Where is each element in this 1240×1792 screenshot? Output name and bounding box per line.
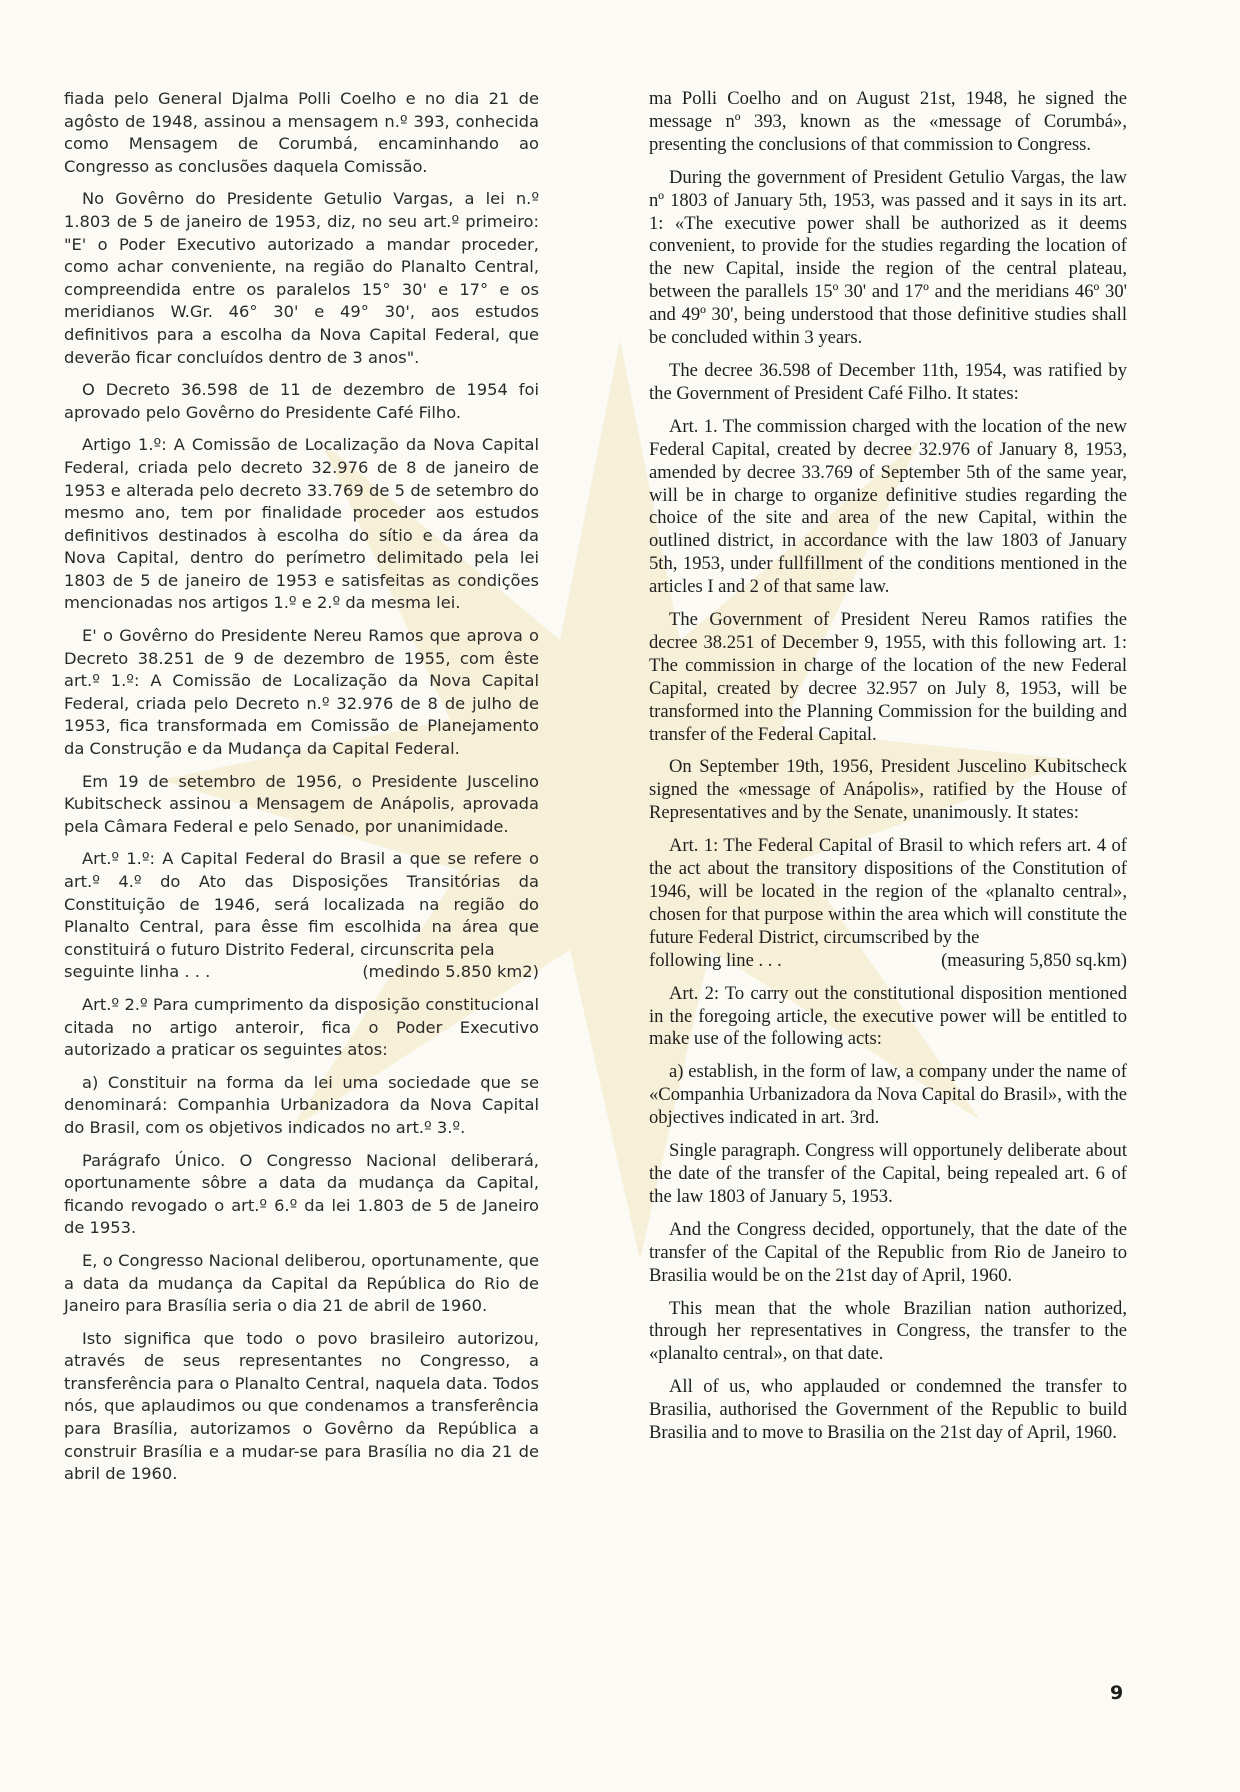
pt-paragraph-7: Art.º 1.º: A Capital Federal do Brasil a que se refere o art.º 4.º do Ato das Disposições Transitórias da Constituição de 1946, será localizada na região do Planalto Central, para êsse fim escolhida na área que constituirá o futuro Distrito Federal, circunscrita pela: [64, 849, 539, 959]
en-paragraph-3: The decree 36.598 of December 11th, 1954, was ratified by the Government of President Café Filho. It states:: [649, 359, 1127, 404]
en-paragraph-11: And the Congress decided, opportunely, that the date of the transfer of the Capital of the Republic from Rio de Janeiro to Brasilia would be on the 21st day of April, 1960.: [649, 1218, 1127, 1286]
en-paragraph-10: Single paragraph. Congress will opportunely deliberate about the date of the transfer of the Capital, being repealed art. 6 of the law 1803 of January 5, 1953.: [649, 1140, 1127, 1207]
en-paragraph-4: Art. 1. The commission charged with the location of the new Federal Capital, created by decree 32.976 of January 8, 1953, amended by decree 33.769 of September 5th of the same year, will be in charge to organize definitive studies regarding the choice of the site and area of the new Capital, within the outlined district, in accordance with the law 1803 of January 5th, 1953, under fullfillment of the conditions mentioned in the articles I and 2 of that same law.: [649, 415, 1127, 598]
pt-paragraph-8: Art.º 2.º Para cumprimento da disposição constitucional citada no artigo anteroir, fica o Poder Executivo autorizado a praticar os seguintes atos:: [64, 994, 539, 1060]
pt-paragraph-12: Isto significa que todo o povo brasileiro autorizou, através de seus representantes no Congresso, a transferência para o Planalto Central, naquela data. Todos nós, que aplaudimos ou que condenamos a transferência para Brasília, autorizamos o Govêrno da República a construir Brasília e a mudar-se para Brasília no dia 21 de abril de 1960.: [64, 1328, 539, 1484]
pt-paragraph-2: No Govêrno do Presidente Getulio Vargas, a lei n.º 1.803 de 5 de janeiro de 1953, diz, no seu art.º primeiro: "E' o Poder Executivo autorizado a mandar proceder, como achar conveniente, na região do Planalto Central, compreendida entre os paralelos 15° 30' e 17° e os meridianos W.Gr. 46° 30' e 49° 30', aos estudos definitivos para a escolha da Nova Capital Federal, que deverão ficar concluídos dentro de 3 anos".: [64, 189, 539, 367]
pt-paragraph-3: O Decreto 36.598 de 11 de dezembro de 1954 foi aprovado pelo Govêrno do Presidente Café Filho.: [64, 380, 539, 422]
pt-paragraph-7-end: [64, 961, 539, 984]
en-paragraph-13: All of us, who applauded or condemned the transfer to Brasilia, authorised the Government of the Republic to build Brasilia and to move to Brasilia on the 21st day of April, 1960.: [649, 1376, 1127, 1444]
english-column: [649, 88, 1127, 1455]
pt-area-measure: (medindo 5.850 km2): [362, 962, 539, 982]
en-paragraph-8: Art. 2: To carry out the constitutional disposition mentioned in the foregoing article, the executive power will be entitled to make use of the following acts:: [649, 982, 1127, 1050]
pt-paragraph-1: fiada pelo General Djalma Polli Coelho e no dia 21 de agôsto de 1948, assinou a mensagem n.º 393, conhecida como Mensagem de Corumbá, encaminhando ao Congresso as conclusões daquela Comissão.: [64, 89, 539, 176]
en-paragraph-1: ma Polli Coelho and on August 21st, 1948, he signed the message nº 393, known as the «message of Corumbá», presenting the conclusions of that commission to Congress.: [649, 88, 1127, 155]
pt-paragraph-6: Em 19 de setembro de 1956, o Presidente Juscelino Kubitscheck assinou a Mensagem de Anápolis, aprovada pela Câmara Federal e pelo Senado, por unanimidade.: [64, 771, 539, 836]
portuguese-column: [64, 88, 539, 1496]
en-paragraph-9: a) establish, in the form of law, a company under the name of «Companhia Urbanizadora da Nova Capital do Brasil», with the objectives indicated in art. 3rd.: [649, 1061, 1127, 1129]
en-paragraph-2: During the government of President Getulio Vargas, the law nº 1803 of January 5th, 1953, was passed and it says in its art. 1: «The executive power shall be authorized as it deems convenient, to provide for the studies regarding the location of the new Capital, inside the region of the central plateau, between the parallels 15º 30' and 17º and the meridians 46º 30' and 49º 30', being understood that those definitive studies shall be concluded within 3 years.: [649, 166, 1127, 349]
en-area-measure: (measuring 5,850 sq.km): [941, 949, 1127, 971]
en-paragraph-7: Art. 1: The Federal Capital of Brasil to which refers art. 4 of the act about the transitory dispositions of the Constitution of 1946, will be located in the region of the «planalto central», chosen for that purpose within the area which will constitute the future Federal District, circumscribed by the: [649, 835, 1127, 948]
pt-paragraph-10: Parágrafo Único. O Congresso Nacional deliberará, oportunamente sôbre a data da mudança da Capital, ficando revogado o art.º 6.º da lei 1.803 de 5 de Janeiro de 1953.: [64, 1150, 539, 1238]
page-number: 9: [1110, 1682, 1124, 1704]
pt-paragraph-11: E, o Congresso Nacional deliberou, oportunamente, que a data da mudança da Capital da República do Rio de Janeiro para Brasília seria o dia 21 de abril de 1960.: [64, 1250, 539, 1316]
en-boundary-line-text: following line . . .: [649, 949, 782, 971]
en-paragraph-6: On September 19th, 1956, President Juscelino Kubitscheck signed the «message of Anápolis», ratified by the House of Representatives and by the Senate, unanimously. It states:: [649, 756, 1127, 824]
pt-boundary-line-text: seguinte linha . . .: [64, 962, 211, 982]
en-paragraph-5: The Government of President Nereu Ramos ratifies the decree 38.251 of December 9, 1955, with this following art. 1: The commission in charge of the location of the new Federal Capital, created by decree 32.957 on July 8, 1953, will be transformed into the Planning Commission for the building and transfer of the Federal Capital.: [649, 609, 1127, 745]
pt-paragraph-9: a) Constituir na forma da lei uma sociedade que se denominará: Companhia Urbanizadora da Nova Capital do Brasil, com os objetivos indicados no art.º 3.º.: [64, 1072, 539, 1137]
pt-paragraph-4: Artigo 1.º: A Comissão de Localização da Nova Capital Federal, criada pelo decreto 32.976 de 8 de janeiro de 1953 e alterada pelo decreto 33.769 de 5 de setembro do mesmo ano, tem por finalidade proceder aos estudos definitivos destinados à escolha do sítio e da área da Nova Capital, dentro do perímetro delimitado pela lei 1803 de 5 de janeiro de 1953 e satisfeitas as condições mencionadas nos artigos 1.º e 2.º da mesma lei.: [64, 435, 539, 613]
pt-paragraph-5: E' o Govêrno do Presidente Nereu Ramos que aprova o Decreto 38.251 de 9 de dezembro de 1955, com êste art.º 1.º: A Comissão de Localização da Nova Capital Federal, criada pelo Decreto n.º 32.976 de 8 de julho de 1953, fica transformada em Comissão de Planejamento da Construção e da Mudança da Capital Federal.: [64, 626, 539, 759]
en-paragraph-12: This mean that the whole Brazilian nation authorized, through her representatives in Congress, the transfer to the «planalto central», on that date.: [649, 1297, 1127, 1365]
en-paragraph-7-end: [649, 950, 1127, 973]
